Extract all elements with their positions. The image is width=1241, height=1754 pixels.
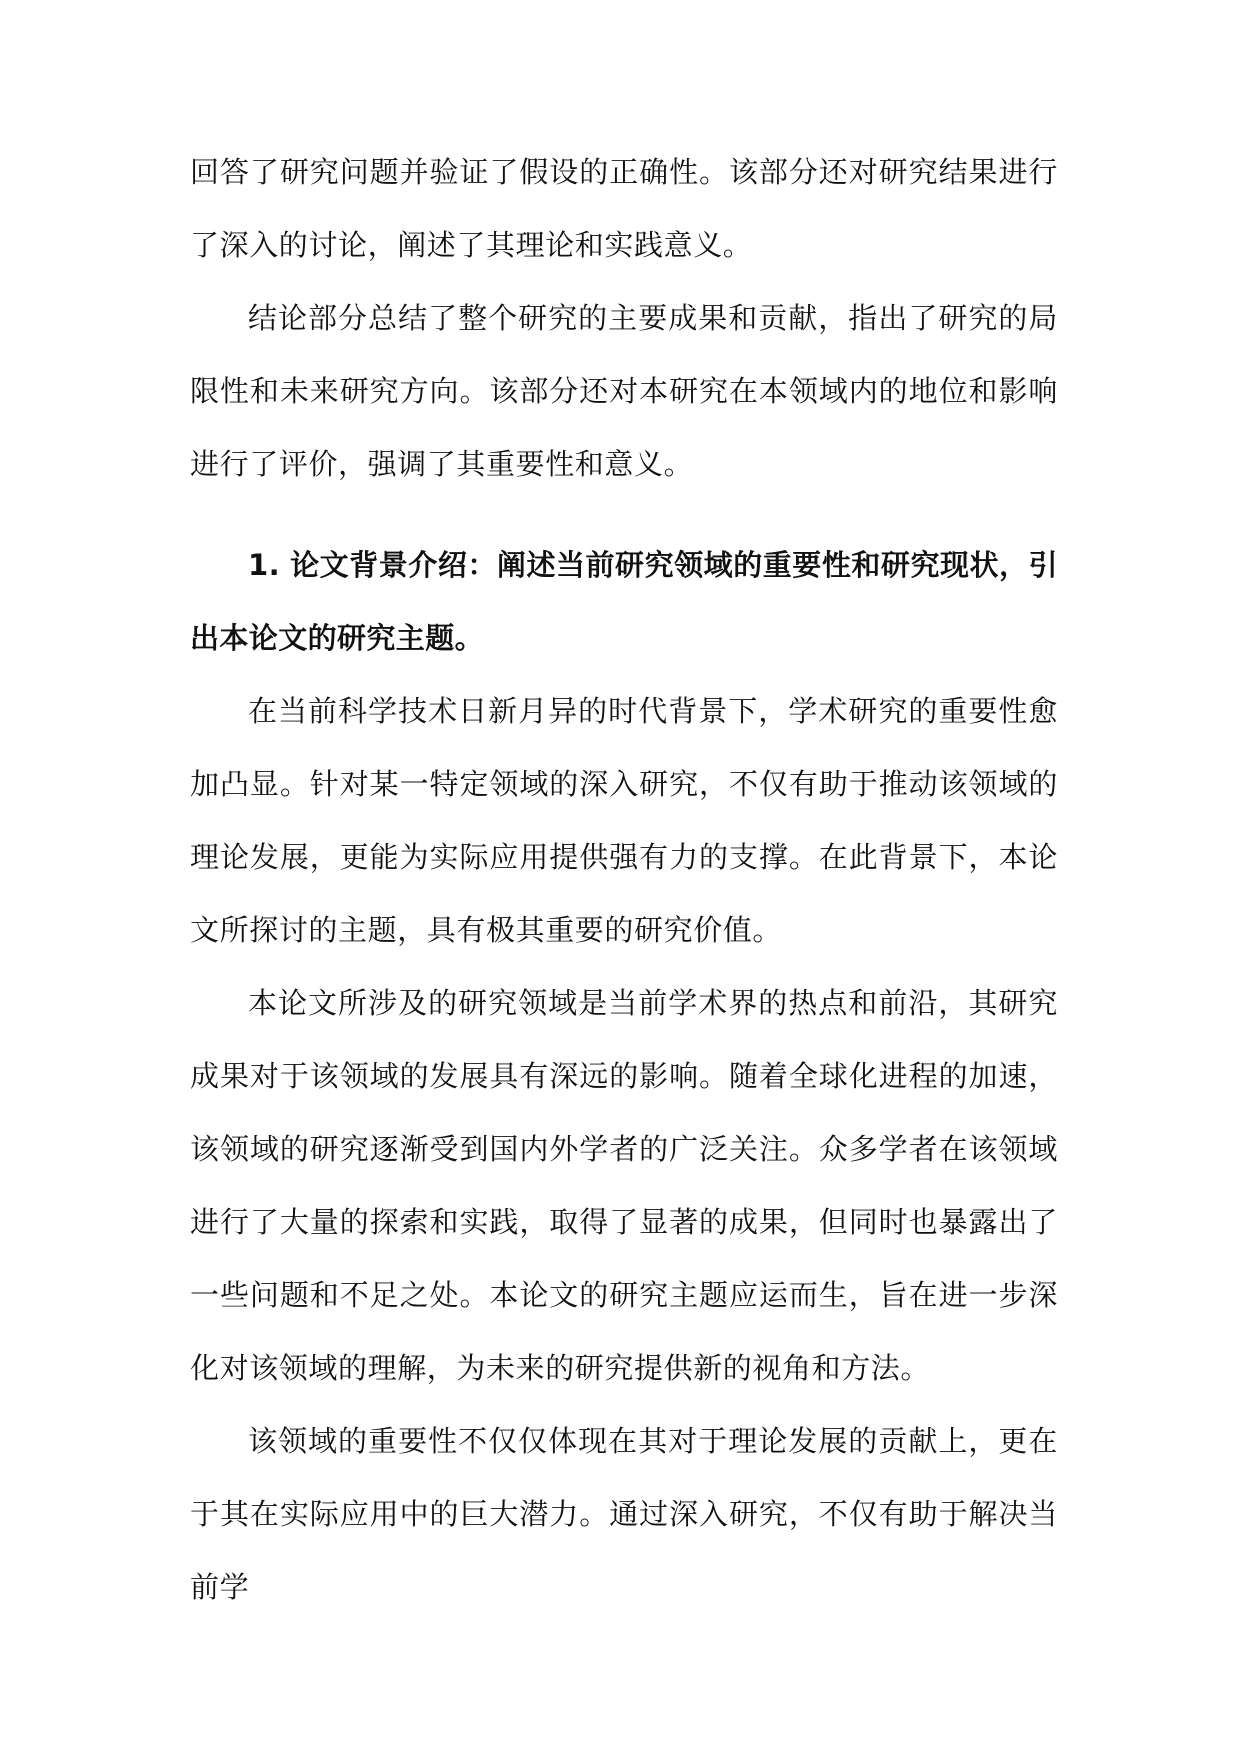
section-heading — [190, 529, 1058, 675]
paragraph-continuation: 回答了研究问题并验证了假设的正确性。该部分还对研究结果进行了深入的讨论，阐述了其理论和实践意义。 — [190, 155, 1058, 262]
section-heading-text: 论文背景介绍：阐述当前研究领域的重要性和研究现状，引出本论文的研究主题。 — [190, 548, 1058, 655]
paragraph-research-field: 本论文所涉及的研究领域是当前学术界的热点和前沿，其研究成果对于该领域的发展具有深远的影响。随着全球化进程的加速，该领域的研究逐渐受到国内外学者的广泛关注。众多学者在该领域进行了大量的探索和实践，取得了显著的成果，但同时也暴露出了一些问题和不足之处。本论文的研究主题应运而生，旨在进一步深化对该领域的理解，为未来的研究提供新的视角和方法。 — [190, 986, 1058, 1385]
section-heading-number: 1. — [248, 548, 280, 582]
document-body — [190, 136, 1058, 1624]
paragraph-background: 在当前科学技术日新月异的时代背景下，学术研究的重要性愈加凸显。针对某一特定领域的深入研究，不仅有助于推动该领域的理论发展，更能为实际应用提供强有力的支撑。在此背景下，本论文所探讨的主题，具有极其重要的研究价值。 — [190, 694, 1058, 947]
paragraph-importance: 该领域的重要性不仅仅体现在其对于理论发展的贡献上，更在于其在实际应用中的巨大潜力。通过深入研究，不仅有助于解决当前学 — [190, 1424, 1058, 1604]
paragraph-conclusion-summary: 结论部分总结了整个研究的主要成果和贡献，指出了研究的局限性和未来研究方向。该部分还对本研究在本领域内的地位和影响进行了评价，强调了其重要性和意义。 — [190, 301, 1058, 481]
